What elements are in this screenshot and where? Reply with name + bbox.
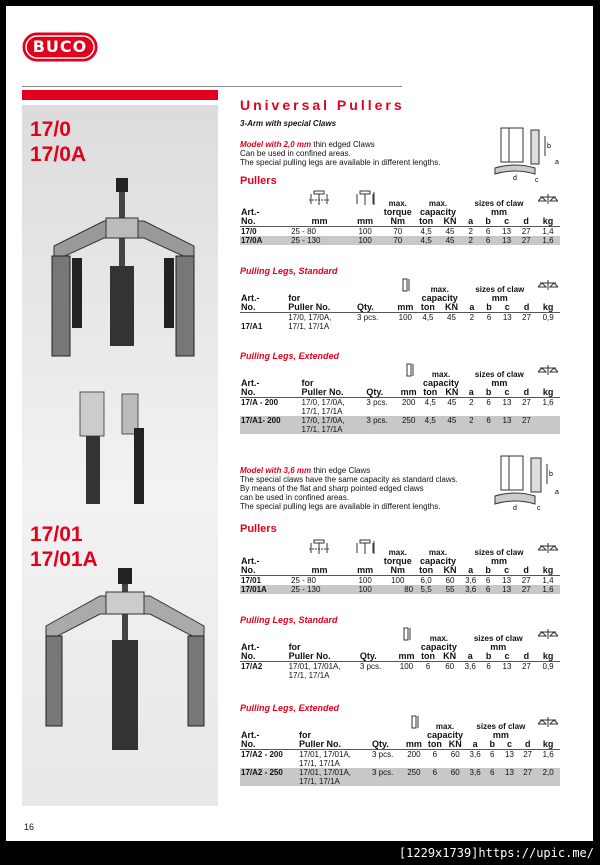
table-header-row: Art.- for capacity mm (241, 730, 509, 740)
table-header-row: max. max. sizes of claw (240, 539, 560, 557)
section2-legs-ext-heading: Pulling Legs, Extended (240, 703, 340, 713)
red-accent-bar (22, 90, 218, 100)
section2-line: The special pulling legs are available in different lengths. (240, 502, 441, 511)
weight-scale-icon (538, 194, 558, 206)
table-header-row: No. Puller No. Qty. mm ton KN a b c d kg (241, 387, 554, 397)
table-header-row: Art.- for capacity mm (241, 293, 508, 303)
table-row: 17/A2 17/01, 17/01A, 17/1, 17/1A 3 pcs. 100 6 60 3,6 6 13 27 0,9 (240, 662, 560, 681)
diagram1-label-a: a (555, 159, 559, 166)
model-label-17-01a: 17/01A (30, 548, 98, 571)
section1-model: Model with 2,0 mm (240, 140, 312, 149)
table-row: 17/01A 25 - 130 100 80 5,5 55 3,6 6 13 27 1,6 (240, 585, 560, 594)
diagram1-label-b: b (547, 143, 551, 150)
leg-length-icon (409, 715, 419, 729)
puller-span-icon (308, 539, 330, 555)
diagram2-label-d: d (513, 505, 517, 512)
section2-line: By means of the flat and sharp pointed edged claws (240, 484, 424, 493)
section1-legs-ext-heading: Pulling Legs, Extended (240, 351, 340, 361)
diagram1-label-c: c (535, 177, 539, 184)
diagram2-label-b: b (549, 471, 553, 478)
section2-pullers-table (240, 539, 560, 594)
buco-logo (22, 32, 98, 62)
model-label-17-01: 17/01 (30, 523, 83, 546)
leg-length-icon (404, 363, 414, 377)
section2-line: can be used in confined areas. (240, 493, 349, 502)
table-row: 17/A - 200 17/0, 17/0A, 17/1, 17/1A 3 pcs. 200 4,5 45 2 6 13 27 1,6 (240, 398, 560, 417)
section2-pullers-heading: Pullers (240, 523, 277, 535)
table-row: 17/A2 - 250 17/01, 17/01A, 17/1, 17/1A 3 pcs. 250 6 60 3,6 6 13 27 2,0 (240, 768, 560, 786)
diagram2-label-a: a (555, 489, 559, 496)
section2-legs-ext-table (240, 715, 560, 786)
table-header-row: Art.- for capacity mm (241, 378, 508, 388)
section2-line: The special claws have the same capacity as standard claws. (240, 475, 458, 484)
table-header-row: No. Puller No. Qty. mm ton KN a b c d kg (241, 651, 554, 661)
puller-17-01-image (40, 566, 210, 766)
claw-diagram-1 (491, 126, 563, 184)
diagram2-label-c: c (537, 505, 541, 512)
section1-legs-ext-table (240, 363, 560, 434)
section1-legs-std-heading: Pulling Legs, Standard (240, 266, 338, 276)
leg-length-icon (401, 627, 411, 641)
page-title: Universal Pullers (240, 97, 405, 113)
catalog-page (6, 6, 593, 841)
page-number: 16 (24, 822, 35, 832)
claw-diagram-2 (491, 454, 563, 512)
model-label-17-0: 17/0 (30, 118, 71, 141)
puller-span-icon (308, 190, 330, 206)
section1-pullers-heading: Pullers (240, 175, 277, 187)
weight-scale-icon (538, 629, 558, 641)
table-row: 17/A1 17/0, 17/0A, 17/1, 17/1A 3 pcs. 100 4,5 45 2 6 13 27 0,9 (240, 313, 560, 332)
weight-scale-icon (538, 365, 558, 377)
puller-depth-icon (354, 539, 376, 555)
weight-scale-icon (538, 543, 558, 555)
table-row: 17/01 25 - 80 100 100 6,0 60 3,6 6 13 27 1,4 (240, 576, 560, 586)
table-header-row: No. mm mm Nm ton KN a b c d kg (241, 216, 554, 226)
model-label-17-0a: 17/0A (30, 143, 87, 166)
table-row: 17/0 25 - 80 100 70 4,5 45 2 6 13 27 1,4 (240, 227, 560, 237)
table-header-row: max. sizes of claw (240, 627, 560, 643)
table-header-row: No. Puller No. Qty. mm ton KN a b c d kg (241, 739, 554, 749)
table-header-row: No. Puller No. Qty. mm ton KN a b c d kg (241, 302, 554, 312)
table-header-row: Art.- torque capacity mm (241, 556, 507, 566)
leg-length-icon (400, 278, 410, 292)
table-header-row: No. mm mm Nm ton KN a b c d kg (241, 565, 554, 575)
header-rule (22, 86, 402, 87)
weight-scale-icon (538, 280, 558, 292)
section2-model-suffix: thin edge Claws (311, 466, 371, 475)
table-row: 17/A2 - 200 17/01, 17/01A, 17/1, 17/1A 3 pcs. 200 6 60 3,6 6 13 27 1,6 (240, 750, 560, 769)
table-header-row: max. sizes of claw (240, 715, 560, 731)
table-row: 17/0A 25 - 130 100 70 4,5 45 2 6 13 27 1,6 (240, 236, 560, 245)
table-header-row: max. sizes of claw (240, 363, 560, 379)
diagram1-label-d: d (513, 175, 517, 182)
table-header-row: Art.- torque capacity mm (241, 207, 507, 217)
logo-text: BUCO (32, 37, 88, 56)
section1-model-suffix: thin edged Claws (311, 140, 375, 149)
puller-17-0-image (44, 176, 204, 376)
section2-legs-std-heading: Pulling Legs, Standard (240, 615, 338, 625)
section1-pullers-table (240, 190, 560, 245)
section2-model: Model with 3,6 mm (240, 466, 312, 475)
section1-line: The special pulling legs are available in different lengths. (240, 158, 441, 167)
table-row: 17/A1- 200 17/0, 17/0A, 17/1, 17/1A 3 pcs. 250 4,5 45 2 6 13 27 (240, 416, 560, 434)
section1-line: Can be used in confined areas. (240, 149, 351, 158)
section1-legs-std-table (240, 278, 560, 331)
pulling-legs-image (76, 388, 166, 508)
watermark-text: [1229x1739]https://upic.me/ (398, 846, 594, 860)
section2-legs-std-table (240, 627, 560, 680)
table-header-row: Art.- for capacity mm (241, 642, 507, 652)
page-subtitle: 3-Arm with special Claws (240, 119, 337, 128)
weight-scale-icon (538, 717, 558, 729)
table-header-row: max. max. sizes of claw (240, 190, 560, 208)
puller-depth-icon (354, 190, 376, 206)
table-header-row: max. sizes of claw (240, 278, 560, 294)
